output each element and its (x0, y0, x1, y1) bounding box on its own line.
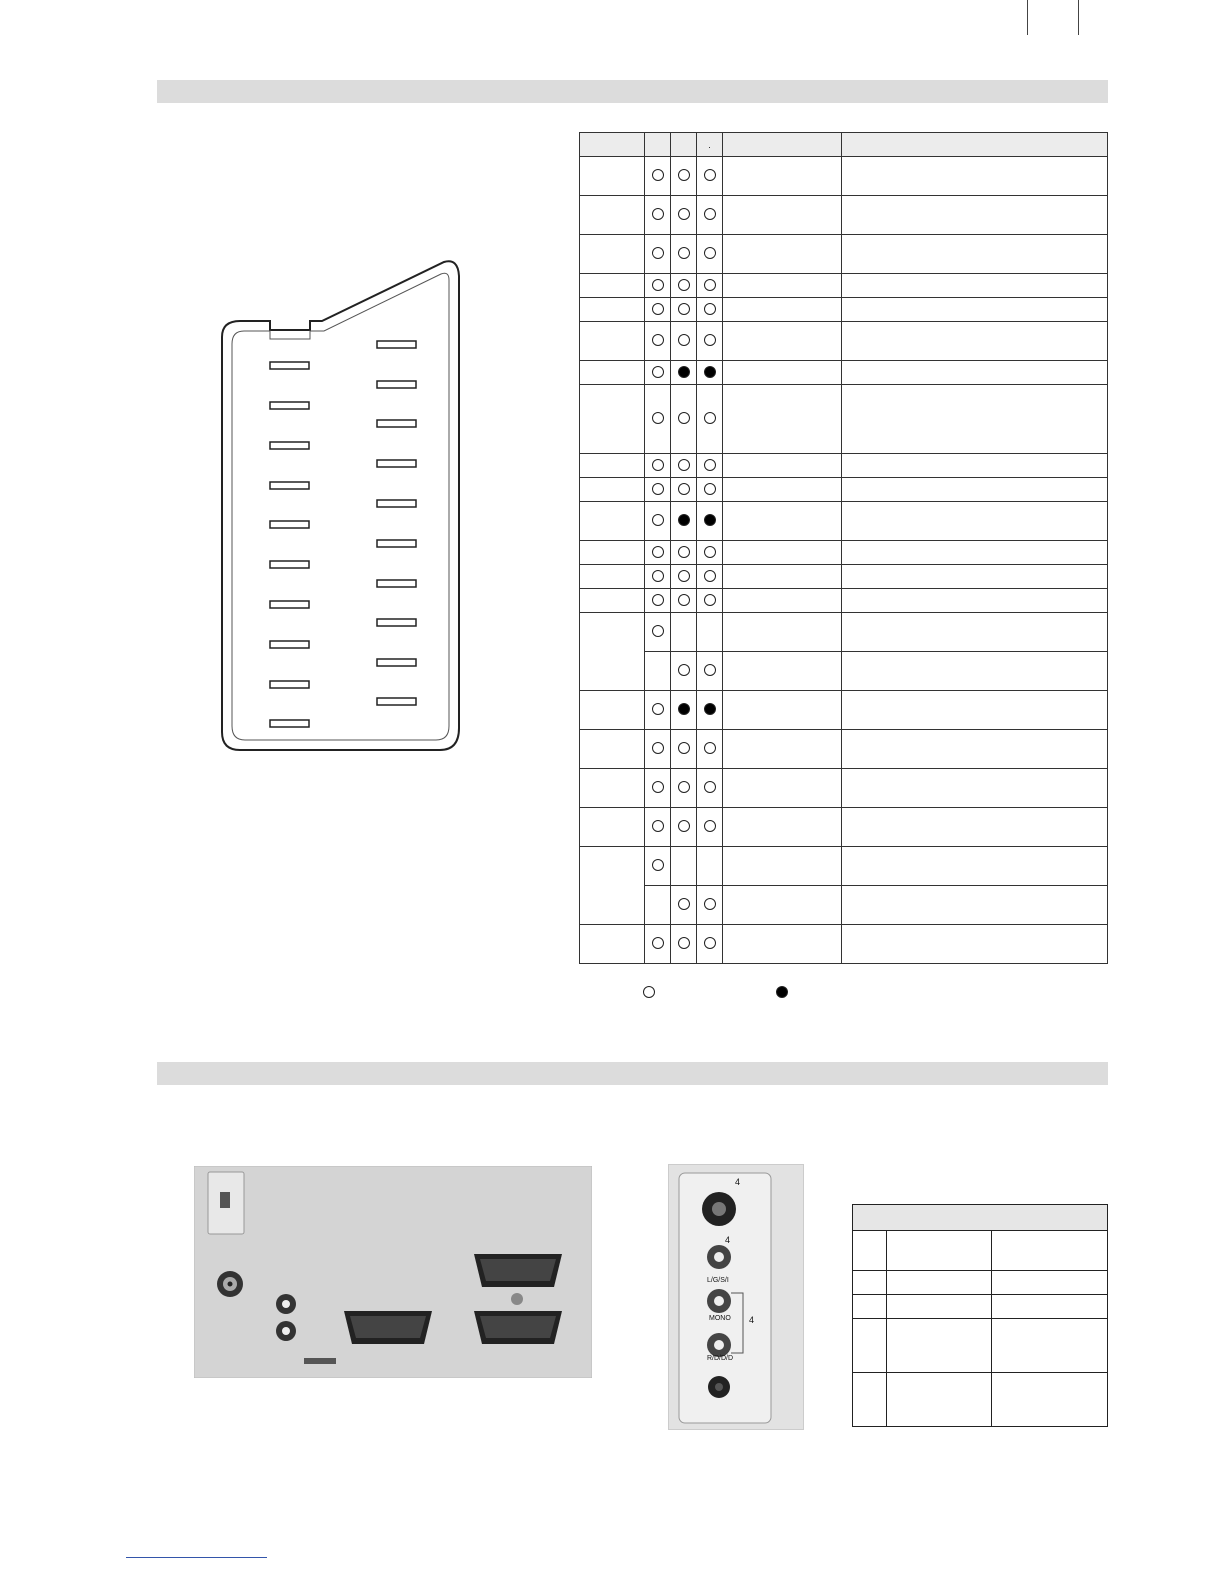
open-circle-icon (704, 459, 716, 471)
open-circle-icon (678, 937, 690, 949)
description-cell (842, 454, 1108, 478)
footer-link-underline[interactable] (126, 1557, 267, 1558)
open-circle-icon (678, 546, 690, 558)
pin-row (580, 298, 1108, 322)
mark-cell (645, 691, 671, 730)
signal-cell (723, 196, 842, 235)
mark-cell (697, 322, 723, 361)
mark-cell (645, 502, 671, 541)
mark-cell (671, 730, 697, 769)
pin-row (580, 730, 1108, 769)
connector-legend-table (852, 1204, 1108, 1427)
open-circle-icon (678, 334, 690, 346)
mark-cell (697, 808, 723, 847)
open-circle-icon (704, 279, 716, 291)
open-circle-icon (704, 664, 716, 676)
open-circle-icon (678, 169, 690, 181)
open-circle-icon (652, 303, 664, 315)
open-circle-icon (652, 859, 664, 871)
mark-cell (697, 361, 723, 385)
pin-row (580, 502, 1108, 541)
pin-row (580, 769, 1108, 808)
open-circle-icon (678, 247, 690, 259)
signal-cell (723, 298, 842, 322)
filled-circle-icon (678, 366, 690, 378)
description-cell (842, 691, 1108, 730)
side-label-r: R/D/D/D (707, 1355, 734, 1362)
section-header-bar-2 (157, 1062, 1108, 1085)
mark-cell (645, 847, 671, 886)
rear-panel-photo (194, 1166, 592, 1378)
pin-number-cell (580, 565, 645, 589)
mark-cell (671, 385, 697, 454)
signal-cell (723, 691, 842, 730)
legend-cell (887, 1319, 992, 1373)
legend-header-row (853, 1205, 1108, 1231)
header-dot: . (708, 139, 711, 150)
open-circle-icon (652, 483, 664, 495)
legend-cell (887, 1271, 992, 1295)
open-circle-icon (678, 898, 690, 910)
open-circle-icon (652, 514, 664, 526)
mark-cell (671, 157, 697, 196)
open-circle-icon (704, 937, 716, 949)
pin-row (580, 847, 1108, 886)
scart-pin-table (579, 132, 1108, 964)
mark-cell (671, 886, 697, 925)
mark-cell (671, 502, 697, 541)
description-cell (842, 298, 1108, 322)
mark-cell (645, 274, 671, 298)
filled-circle-icon (704, 366, 716, 378)
mark-cell (645, 385, 671, 454)
open-circle-icon (704, 303, 716, 315)
open-circle-icon (652, 781, 664, 793)
mark-cell (671, 769, 697, 808)
mark-cell (645, 235, 671, 274)
pin-number-cell (580, 730, 645, 769)
signal-cell (723, 361, 842, 385)
open-circle-icon (652, 208, 664, 220)
mark-cell (697, 541, 723, 565)
pin-number-cell (580, 454, 645, 478)
mark-cell (645, 361, 671, 385)
open-circle-icon (652, 625, 664, 637)
legend-cell (853, 1231, 887, 1271)
pin-number-cell (580, 478, 645, 502)
mark-cell (671, 652, 697, 691)
description-cell (842, 385, 1108, 454)
description-cell (842, 613, 1108, 652)
filled-circle-icon (678, 703, 690, 715)
header-cell (671, 133, 697, 157)
pin-number-cell (580, 613, 645, 691)
open-circle-icon (704, 412, 716, 424)
legend-cell (887, 1373, 992, 1427)
page-marker-line (1078, 0, 1079, 35)
signal-cell (723, 613, 842, 652)
mark-cell (671, 235, 697, 274)
mark-cell (671, 274, 697, 298)
mark-cell (645, 730, 671, 769)
open-circle-icon (678, 742, 690, 754)
pin-number-cell (580, 847, 645, 925)
mark-cell (697, 847, 723, 886)
open-circle-icon (704, 742, 716, 754)
mark-cell (697, 691, 723, 730)
pin-row (580, 541, 1108, 565)
mark-cell (697, 565, 723, 589)
pin-row (580, 652, 1108, 691)
mark-cell (645, 541, 671, 565)
signal-cell (723, 235, 842, 274)
mark-cell (671, 196, 697, 235)
mark-cell (645, 478, 671, 502)
signal-cell (723, 274, 842, 298)
description-cell (842, 565, 1108, 589)
pin-row (580, 691, 1108, 730)
mark-cell (671, 298, 697, 322)
pin-row (580, 613, 1108, 652)
mark-cell (645, 613, 671, 652)
open-circle-icon (704, 820, 716, 832)
mark-cell (697, 652, 723, 691)
mark-cell (697, 385, 723, 454)
mark-cell (697, 274, 723, 298)
pin-number-cell (580, 541, 645, 565)
legend-row (853, 1271, 1108, 1295)
open-circle-icon (652, 570, 664, 582)
page-marker-line (1027, 0, 1028, 35)
open-circle-icon (678, 279, 690, 291)
mark-cell (645, 925, 671, 964)
header-cell (580, 133, 645, 157)
legend-cell (992, 1373, 1108, 1427)
pin-row (580, 385, 1108, 454)
mark-cell (645, 769, 671, 808)
signal-cell (723, 847, 842, 886)
filled-circle-icon (704, 703, 716, 715)
signal-cell (723, 565, 842, 589)
pin-row (580, 361, 1108, 385)
mark-cell (671, 565, 697, 589)
pin-row (580, 274, 1108, 298)
signal-cell (723, 157, 842, 196)
open-circle-icon (678, 594, 690, 606)
pin-number-cell (580, 157, 645, 196)
mark-cell (671, 847, 697, 886)
pin-number-cell (580, 769, 645, 808)
open-circle-icon (652, 334, 664, 346)
mark-cell (697, 196, 723, 235)
description-cell (842, 322, 1108, 361)
signal-cell (723, 730, 842, 769)
mark-cell (645, 886, 671, 925)
side-panel-photo (668, 1164, 804, 1430)
description-cell (842, 235, 1108, 274)
legend-filled-circle-icon (776, 985, 788, 1003)
open-circle-icon (704, 334, 716, 346)
pin-row (580, 808, 1108, 847)
pin-row (580, 565, 1108, 589)
signal-cell (723, 808, 842, 847)
side-label-video: 4 (725, 1235, 731, 1245)
pin-row (580, 589, 1108, 613)
mark-cell (697, 769, 723, 808)
pin-number-cell (580, 589, 645, 613)
mark-cell (671, 808, 697, 847)
pin-number-cell (580, 385, 645, 454)
open-circle-icon (652, 459, 664, 471)
legend-cell (992, 1231, 1108, 1271)
legend-row (853, 1295, 1108, 1319)
open-circle-icon (678, 664, 690, 676)
description-cell (842, 196, 1108, 235)
signal-cell (723, 652, 842, 691)
legend-row (853, 1319, 1108, 1373)
pin-number-cell (580, 235, 645, 274)
pin-number-cell (580, 322, 645, 361)
mark-cell (671, 691, 697, 730)
mark-cell (697, 454, 723, 478)
open-circle-icon (704, 781, 716, 793)
signal-cell (723, 541, 842, 565)
pin-number-cell (580, 196, 645, 235)
side-label-audio: 4 (749, 1315, 755, 1325)
pin-row (580, 196, 1108, 235)
mark-cell (671, 478, 697, 502)
mark-cell (645, 652, 671, 691)
description-cell (842, 274, 1108, 298)
description-cell (842, 157, 1108, 196)
description-cell (842, 730, 1108, 769)
header-cell (697, 133, 723, 157)
open-circle-icon (652, 820, 664, 832)
mark-cell (697, 925, 723, 964)
pin-number-cell (580, 691, 645, 730)
legend-cell (992, 1295, 1108, 1319)
screw-icon (511, 1293, 523, 1305)
legend-subheader-row (853, 1231, 1108, 1271)
mark-cell (671, 925, 697, 964)
open-circle-icon (704, 483, 716, 495)
pin-number-cell (580, 274, 645, 298)
open-circle-icon (678, 483, 690, 495)
legend-cell (992, 1271, 1108, 1295)
description-cell (842, 478, 1108, 502)
signal-cell (723, 322, 842, 361)
description-cell (842, 652, 1108, 691)
mark-cell (645, 565, 671, 589)
description-cell (842, 769, 1108, 808)
section-header-bar-1 (157, 80, 1108, 103)
description-cell (842, 589, 1108, 613)
side-label-s-video: 4 (735, 1177, 741, 1187)
open-circle-icon (652, 594, 664, 606)
open-circle-icon (704, 208, 716, 220)
legend-cell (853, 1271, 887, 1295)
open-circle-icon (652, 703, 664, 715)
signal-cell (723, 886, 842, 925)
legend-cell (853, 1373, 887, 1427)
open-circle-icon (704, 546, 716, 558)
mark-cell (645, 196, 671, 235)
mark-cell (671, 361, 697, 385)
open-circle-icon (704, 594, 716, 606)
description-cell (842, 361, 1108, 385)
table-header-row (580, 133, 1108, 157)
mark-cell (697, 502, 723, 541)
mark-cell (697, 589, 723, 613)
mark-cell (645, 589, 671, 613)
open-circle-icon (704, 169, 716, 181)
description-cell (842, 847, 1108, 886)
mark-cell (697, 730, 723, 769)
pin-row (580, 886, 1108, 925)
mark-cell (645, 298, 671, 322)
mark-cell (697, 157, 723, 196)
signal-cell (723, 385, 842, 454)
header-cell (645, 133, 671, 157)
pin-row (580, 454, 1108, 478)
pin-row (580, 322, 1108, 361)
open-circle-icon (678, 208, 690, 220)
open-circle-icon (652, 937, 664, 949)
header-cell (723, 133, 842, 157)
description-cell (842, 502, 1108, 541)
mark-cell (697, 298, 723, 322)
legend-open-circle-icon (643, 985, 655, 1003)
header-cell (842, 133, 1108, 157)
pin-row (580, 925, 1108, 964)
signal-cell (723, 925, 842, 964)
filled-circle-icon (678, 514, 690, 526)
legend-cell (853, 1319, 887, 1373)
pin-number-cell (580, 361, 645, 385)
filled-circle-icon (704, 514, 716, 526)
legend-cell (853, 1295, 887, 1319)
signal-cell (723, 454, 842, 478)
mark-cell (697, 613, 723, 652)
pin-number-cell (580, 502, 645, 541)
open-circle-icon (704, 247, 716, 259)
open-circle-icon (678, 781, 690, 793)
pin-row (580, 478, 1108, 502)
legend-cell (887, 1295, 992, 1319)
signal-cell (723, 478, 842, 502)
pin-number-cell (580, 925, 645, 964)
legend-header-cell (853, 1205, 1108, 1231)
description-cell (842, 886, 1108, 925)
pin-row (580, 235, 1108, 274)
open-circle-icon (678, 459, 690, 471)
mark-cell (697, 886, 723, 925)
mark-cell (671, 589, 697, 613)
legend-cell (887, 1231, 992, 1271)
description-cell (842, 808, 1108, 847)
mark-cell (645, 157, 671, 196)
pin-number-cell (580, 298, 645, 322)
mark-cell (671, 613, 697, 652)
description-cell (842, 541, 1108, 565)
signal-cell (723, 769, 842, 808)
open-circle-icon (678, 820, 690, 832)
pin-row (580, 157, 1108, 196)
open-circle-icon (652, 546, 664, 558)
mark-cell (645, 322, 671, 361)
scart-connector-diagram (218, 258, 466, 758)
mark-cell (697, 235, 723, 274)
signal-cell (723, 589, 842, 613)
legend-cell (992, 1319, 1108, 1373)
side-label-l: L/G/S/I (707, 1277, 729, 1284)
legend-row (853, 1373, 1108, 1427)
open-circle-icon (652, 279, 664, 291)
side-label-mono: MONO (709, 1315, 731, 1322)
mark-cell (671, 454, 697, 478)
open-circle-icon (652, 169, 664, 181)
description-cell (842, 925, 1108, 964)
signal-cell (723, 502, 842, 541)
open-circle-icon (678, 303, 690, 315)
pin-number-cell (580, 808, 645, 847)
open-circle-icon (678, 570, 690, 582)
open-circle-icon (652, 247, 664, 259)
open-circle-icon (704, 898, 716, 910)
mark-cell (645, 454, 671, 478)
open-circle-icon (678, 412, 690, 424)
open-circle-icon (704, 570, 716, 582)
open-circle-icon (652, 742, 664, 754)
mark-cell (671, 322, 697, 361)
power-switch-icon (220, 1192, 230, 1208)
open-circle-icon (652, 412, 664, 424)
mark-cell (645, 808, 671, 847)
mark-cell (671, 541, 697, 565)
open-circle-icon (652, 366, 664, 378)
mark-cell (697, 478, 723, 502)
